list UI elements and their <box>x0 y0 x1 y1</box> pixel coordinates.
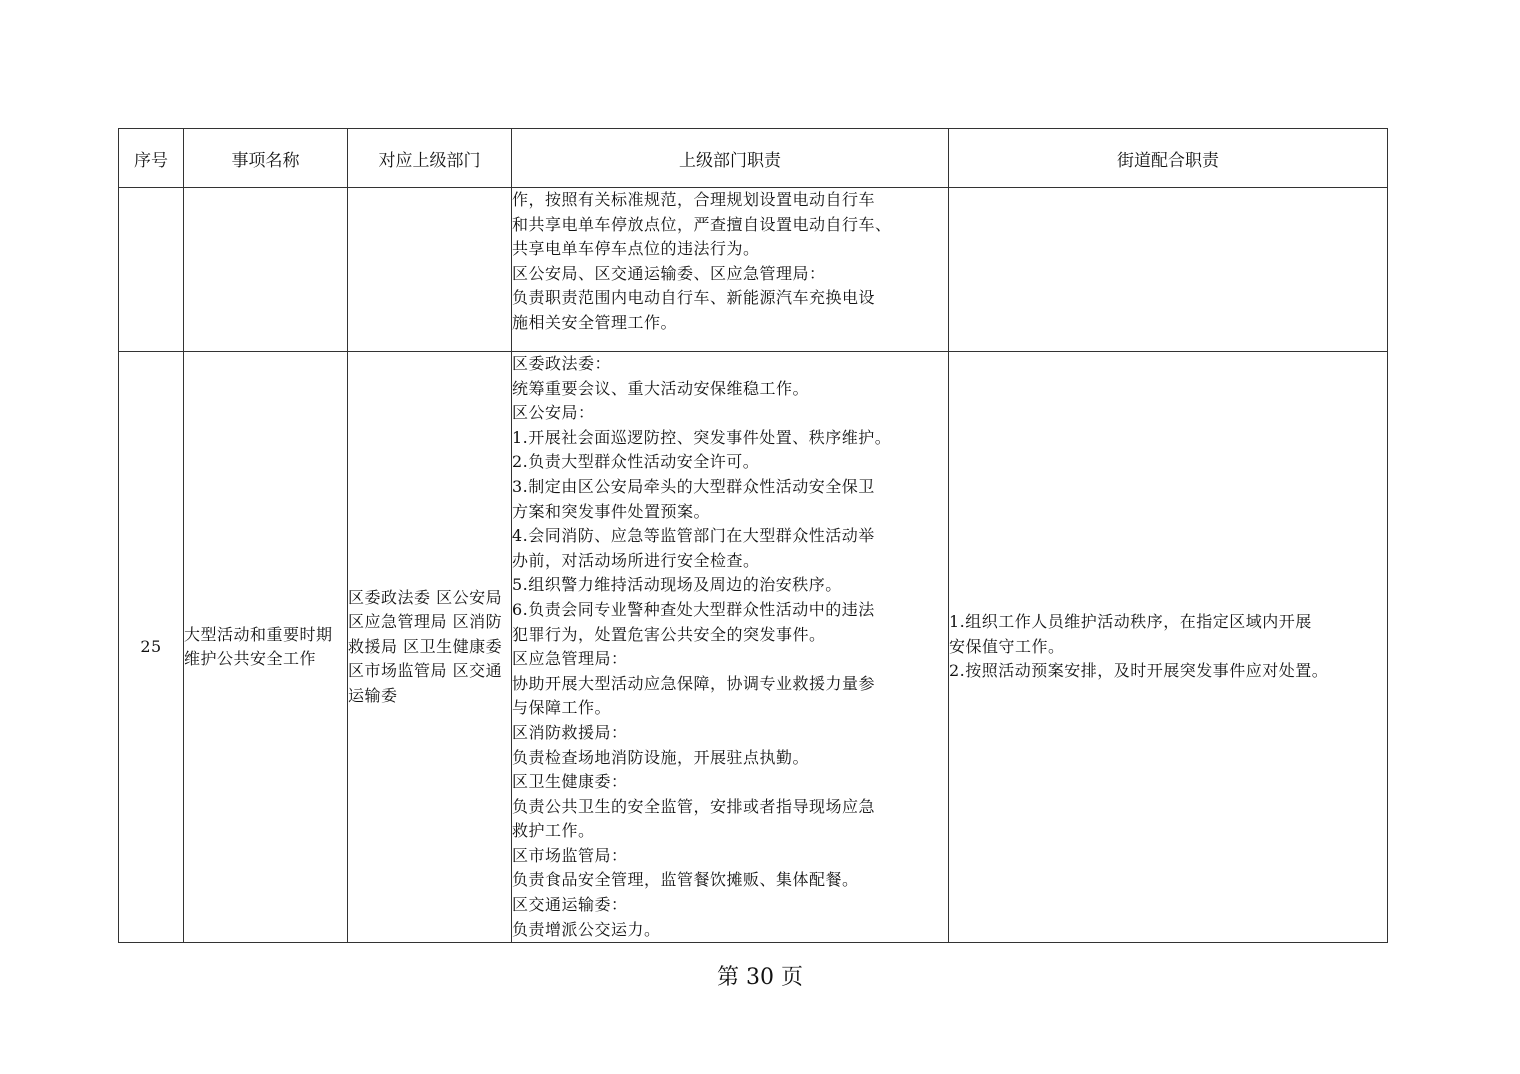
duty-line: 4.会同消防、应急等监管部门在大型群众性活动举 <box>512 526 875 546</box>
table-header-row <box>119 129 1388 188</box>
duty-line: 区交通运输委： <box>512 895 628 915</box>
duty-line: 区卫生健康委： <box>512 772 628 792</box>
duty-line: 协助开展大型活动应急保障，协调专业救援力量参 <box>512 673 876 693</box>
street-duty-line: 2.按照活动预案安排，及时开展突发事件应对处置。 <box>949 661 1329 681</box>
street-duty-line: 安保值守工作。 <box>949 636 1065 656</box>
table-row <box>119 188 1388 352</box>
row-departments <box>348 188 512 352</box>
duty-line: 办前，对活动场所进行安全检查。 <box>512 550 760 570</box>
duty-line: 统筹重要会议、重大活动安保维稳工作。 <box>512 378 810 398</box>
duty-line: 方案和突发事件处置预案。 <box>512 501 711 521</box>
duty-line: 区公安局： <box>512 403 595 423</box>
street-duty-line: 1.组织工作人员维护活动秩序，在指定区域内开展 <box>949 612 1312 632</box>
duty-line: 6.负责会同专业警种查处大型群众性活动中的违法 <box>512 599 875 619</box>
duty-line: 负责增派公交运力。 <box>512 919 661 939</box>
page-number: 第 30 页 <box>717 965 803 990</box>
duty-line: 区消防救援局： <box>512 722 628 742</box>
header-superior-duties: 上级部门职责 <box>512 129 949 188</box>
duty-line: 区应急管理局： <box>512 649 628 669</box>
duty-line: 负责公共卫生的安全监管，安排或者指导现场应急 <box>512 796 876 816</box>
duty-line: 负责职责范围内电动自行车、新能源汽车充换电设 <box>512 288 876 308</box>
row-serial-number <box>119 188 184 352</box>
row-superior-duties <box>512 352 949 943</box>
duty-line: 施相关安全管理工作。 <box>512 312 678 332</box>
responsibility-table <box>118 128 1388 943</box>
duty-line: 5.组织警力维持活动现场及周边的治安秩序。 <box>512 575 842 595</box>
duty-line: 区公安局、区交通运输委、区应急管理局： <box>512 263 826 283</box>
duty-line: 共享电单车停车点位的违法行为。 <box>512 239 760 259</box>
duty-line: 作，按照有关标准规范，合理规划设置电动自行车 <box>512 190 876 209</box>
header-street-duties: 街道配合职责 <box>949 129 1388 188</box>
duty-line: 和共享电单车停放点位，严查擅自设置电动自行车、 <box>512 214 892 234</box>
row-serial-number: 25 <box>119 352 184 943</box>
duty-line: 负责食品安全管理，监管餐饮摊贩、集体配餐。 <box>512 870 859 890</box>
duty-line: 犯罪行为，处置危害公共安全的突发事件。 <box>512 624 826 644</box>
duty-line: 与保障工作。 <box>512 698 612 718</box>
row-superior-duties <box>512 188 949 352</box>
row-item-name <box>184 188 348 352</box>
header-item-name: 事项名称 <box>184 129 348 188</box>
row-departments: 区委政法委 区公安局 区应急管理局 区消防救援局 区卫生健康委 区市场监管局 区交通运输委 <box>348 352 512 943</box>
row-item-name: 大型活动和重要时期维护公共安全工作 <box>184 352 348 943</box>
duty-line: 2.负责大型群众性活动安全许可。 <box>512 452 760 472</box>
duty-line: 3.制定由区公安局牵头的大型群众性活动安全保卫 <box>512 476 875 496</box>
row-street-duties <box>949 352 1388 943</box>
duty-line: 负责检查场地消防设施，开展驻点执勤。 <box>512 747 810 767</box>
table-row <box>119 352 1388 943</box>
header-superior-department: 对应上级部门 <box>348 129 512 188</box>
duty-line: 区委政法委： <box>512 354 612 373</box>
row-street-duties <box>949 188 1388 352</box>
duty-line: 区市场监管局： <box>512 845 628 865</box>
duty-line: 1.开展社会面巡逻防控、突发事件处置、秩序维护。 <box>512 427 892 447</box>
header-serial-number: 序号 <box>119 129 184 188</box>
duty-line: 救护工作。 <box>512 821 595 841</box>
